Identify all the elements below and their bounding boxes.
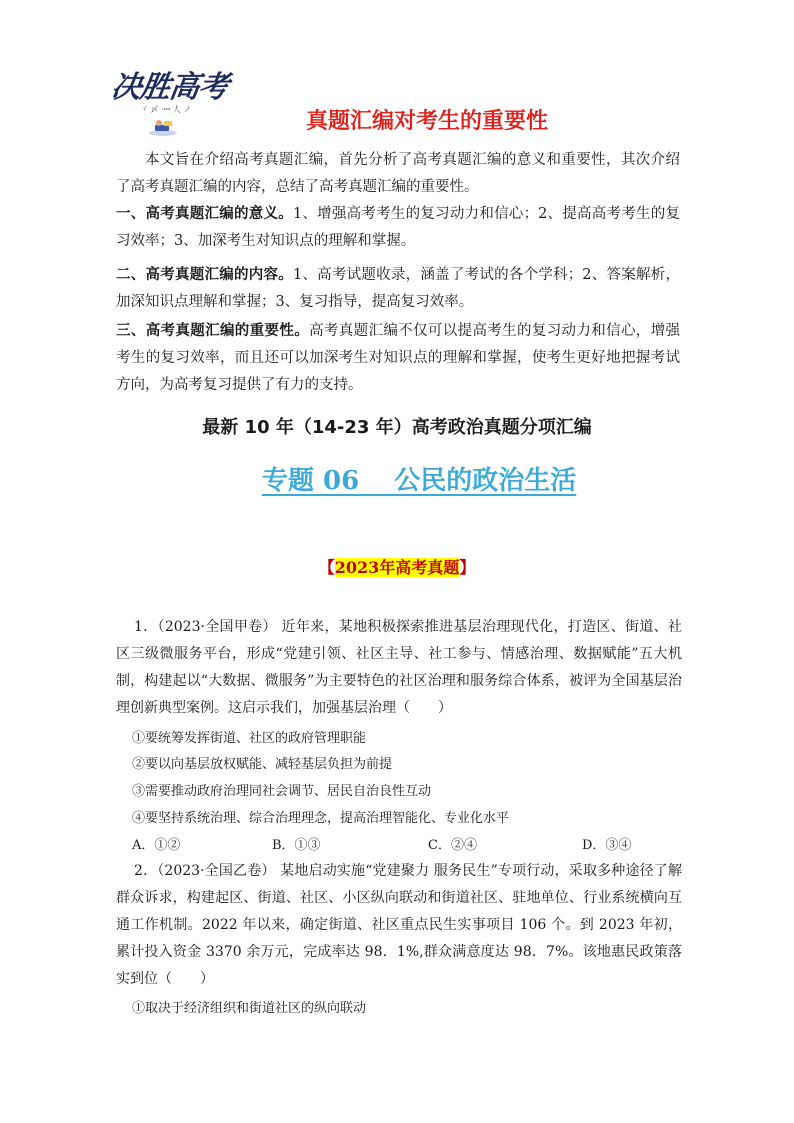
question-1-option-2: ②要以向基层放权赋能、减轻基层负担为前提	[132, 757, 393, 772]
section-content	[116, 262, 680, 316]
question-1-stem: 1．（2023·全国甲卷） 近年来，某地积极探索推进基层治理现代化，打造区、街道、社区三级微服务平台，形成“党建引领、社区主导、社工参与、情感治理、数据赋能”五大机制，构建起以“大数据、微服务”为主要特色的社区治理和服务综合体系，被评为全国基层治理创新典型案例。这启示我们，加强基层治理（ ）	[116, 619, 682, 716]
tag-label: 年高考真题	[379, 558, 460, 577]
section-heading: 一、高考真题汇编的意义。	[116, 206, 293, 222]
bracket-close: 】	[459, 558, 476, 577]
question-1-option-1: ①要统筹发挥街道、社区的政府管理职能	[132, 731, 367, 746]
question-2-stem: 2．（2023·全国乙卷） 某地启动实施“党建聚力 服务民生”专项行动，采取多种途径了解群众诉求，构建起区、街道、社区、小区纵向联动和街道社区、驻地单位、行业系统横向互通工作机制。2022 年以来，确定街道、社区重点民生实事项目 106 个。到 2023 年初，累计投入资金 3370 余万元，完成率达 98．1%,群众满意度达 98．7%。该地惠民政策落实到位（ ）	[116, 863, 682, 987]
question-2-option-1: ①取决于经济组织和街道社区的纵向联动	[132, 1001, 367, 1016]
logo-wordmark: 决胜高考	[109, 70, 230, 105]
question-1-choice-a: A．①②	[132, 838, 181, 853]
section-significance	[116, 201, 680, 255]
page-title: 真题汇编对考生的重要性	[305, 109, 548, 134]
section-importance	[116, 318, 680, 399]
logo-tagline: ヾ 〆 ·ꟷ 人 ノ	[140, 105, 192, 114]
question-1-option-4: ④要坚持系统治理、综合治理理念，提高治理智能化、专业化水平	[132, 811, 510, 826]
question-1-choice-d: D．③④	[582, 838, 632, 853]
section-heading: 三、高考真题汇编的重要性。	[116, 323, 310, 339]
tag-year: 2023	[334, 558, 380, 577]
question-1-option-3: ③需要推动政府治理同社会调节、居民自治良性互动	[132, 784, 432, 799]
intro-paragraph: 本文旨在介绍高考真题汇编，首先分析了高考真题汇编的意义和重要性，其次介绍了高考真题汇编的内容，总结了高考真题汇编的重要性。	[116, 152, 680, 195]
section-body: 1、高考试题收录，涵盖了考试的各个学科；2、答案解析，加深知识点理解和掌握；3、复习指导，提高复习效率。	[116, 267, 680, 310]
section-body: 高考真题汇编不仅可以提高考生的复习动力和信心，增强考生的复习效率，而且还可以加深考生对知识点的理解和掌握，使考生更好地把握考试方向，为高考复习提供了有力的支持。	[116, 323, 681, 393]
section-body: 1、增强高考考生的复习动力和信心；2、提高高考考生的复习效率；3、加深考生对知识点的理解和掌握。	[116, 206, 680, 249]
topic-heading: 专题 06 公民的政治生活	[262, 466, 577, 496]
question-1-choice-b: B．①③	[272, 838, 321, 853]
collection-subtitle: 最新 10 年（14-23 年）高考政治真题分项汇编	[202, 417, 592, 438]
year-section-tag	[0, 555, 794, 578]
question-1-choice-c: C．②④	[428, 838, 477, 853]
section-heading: 二、高考真题汇编的内容。	[116, 267, 293, 283]
bracket-open: 【	[318, 558, 335, 577]
